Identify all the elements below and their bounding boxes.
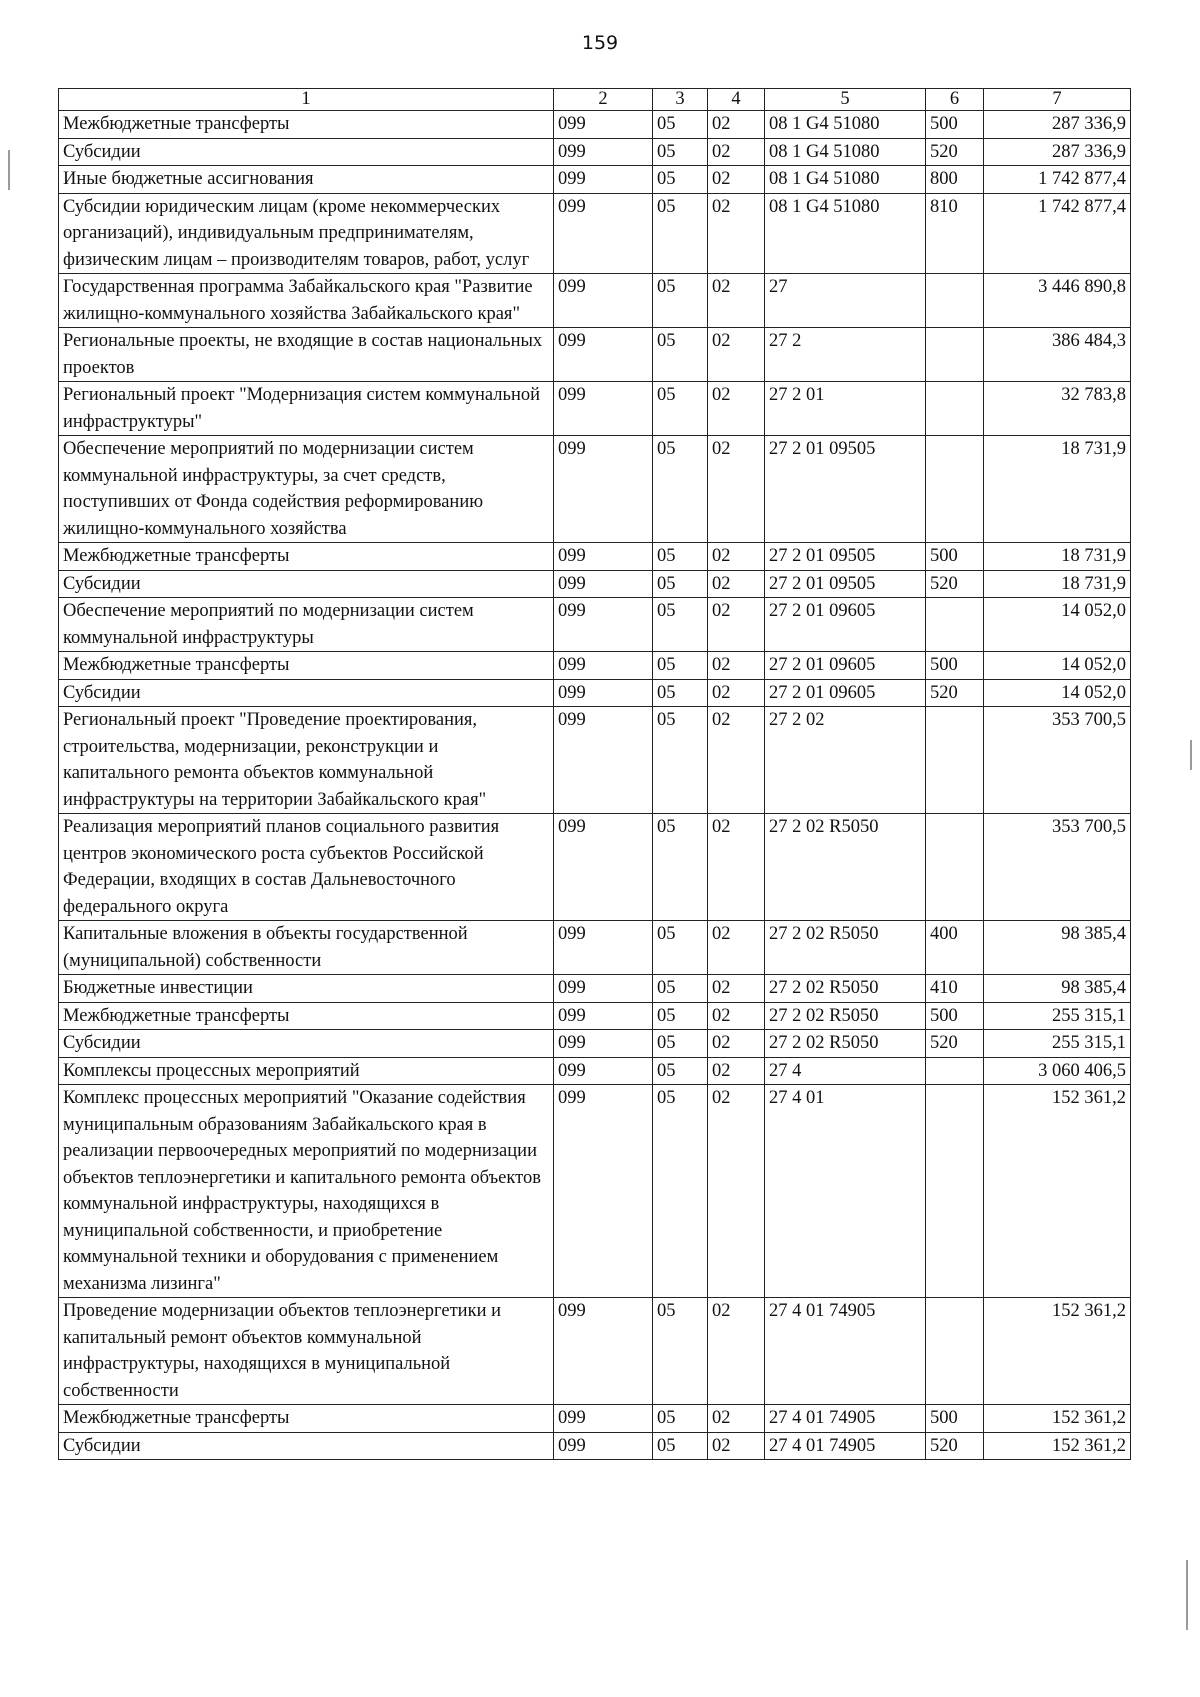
ministry-code-cell: 099 [554, 707, 653, 814]
subsection-code-cell: 02 [708, 1298, 765, 1405]
item-name-cell: Межбюджетные трансферты [59, 543, 554, 571]
target-article-cell: 27 2 01 09605 [765, 679, 926, 707]
section-code-cell: 05 [653, 598, 708, 652]
table-row [59, 436, 1131, 543]
amount-cell: 287 336,9 [984, 111, 1131, 139]
target-article-cell: 27 2 01 09505 [765, 543, 926, 571]
expense-type-cell: 800 [926, 166, 984, 194]
subsection-code-cell: 02 [708, 111, 765, 139]
ministry-code-cell: 099 [554, 193, 653, 274]
expense-type-cell [926, 1057, 984, 1085]
expense-type-cell: 500 [926, 543, 984, 571]
table-row [59, 543, 1131, 571]
header-cell: 2 [554, 89, 653, 111]
ministry-code-cell: 099 [554, 598, 653, 652]
section-code-cell: 05 [653, 111, 708, 139]
amount-cell: 14 052,0 [984, 598, 1131, 652]
section-code-cell: 05 [653, 652, 708, 680]
target-article-cell: 27 4 [765, 1057, 926, 1085]
expense-type-cell: 520 [926, 679, 984, 707]
subsection-code-cell: 02 [708, 138, 765, 166]
table-row [59, 1432, 1131, 1460]
ministry-code-cell: 099 [554, 570, 653, 598]
expense-type-cell [926, 1085, 984, 1298]
target-article-cell: 27 2 [765, 328, 926, 382]
expense-type-cell [926, 274, 984, 328]
item-name-cell: Проведение модернизации объектов теплоэнергетики и капитальный ремонт объектов коммунальной инфраструктуры, находящихся в муниципальной собственности [59, 1298, 554, 1405]
ministry-code-cell: 099 [554, 166, 653, 194]
expense-type-cell [926, 707, 984, 814]
section-code-cell: 05 [653, 1432, 708, 1460]
item-name-cell: Субсидии [59, 1432, 554, 1460]
ministry-code-cell: 099 [554, 679, 653, 707]
target-article-cell: 27 2 02 [765, 707, 926, 814]
section-code-cell: 05 [653, 707, 708, 814]
subsection-code-cell: 02 [708, 975, 765, 1003]
subsection-code-cell: 02 [708, 814, 765, 921]
amount-cell: 32 783,8 [984, 382, 1131, 436]
expense-type-cell [926, 598, 984, 652]
subsection-code-cell: 02 [708, 1405, 765, 1433]
section-code-cell: 05 [653, 1057, 708, 1085]
table-row [59, 814, 1131, 921]
target-article-cell: 27 4 01 74905 [765, 1405, 926, 1433]
table-row [59, 707, 1131, 814]
target-article-cell: 08 1 G4 51080 [765, 166, 926, 194]
amount-cell: 98 385,4 [984, 975, 1131, 1003]
amount-cell: 152 361,2 [984, 1432, 1131, 1460]
section-code-cell: 05 [653, 436, 708, 543]
expense-type-cell [926, 328, 984, 382]
table-row [59, 1030, 1131, 1058]
header-row [59, 89, 1131, 111]
scan-edge-mark [1186, 1560, 1188, 1630]
expense-type-cell: 500 [926, 1002, 984, 1030]
amount-cell: 14 052,0 [984, 679, 1131, 707]
ministry-code-cell: 099 [554, 138, 653, 166]
ministry-code-cell: 099 [554, 111, 653, 139]
table-row [59, 138, 1131, 166]
ministry-code-cell: 099 [554, 1405, 653, 1433]
ministry-code-cell: 099 [554, 436, 653, 543]
amount-cell: 98 385,4 [984, 921, 1131, 975]
table-row [59, 328, 1131, 382]
target-article-cell: 27 4 01 74905 [765, 1432, 926, 1460]
subsection-code-cell: 02 [708, 921, 765, 975]
ministry-code-cell: 099 [554, 975, 653, 1003]
ministry-code-cell: 099 [554, 652, 653, 680]
amount-cell: 3 446 890,8 [984, 274, 1131, 328]
expense-type-cell: 810 [926, 193, 984, 274]
item-name-cell: Региональный проект "Модернизация систем коммунальной инфраструктуры" [59, 382, 554, 436]
target-article-cell: 27 2 01 [765, 382, 926, 436]
amount-cell: 287 336,9 [984, 138, 1131, 166]
subsection-code-cell: 02 [708, 543, 765, 571]
item-name-cell: Государственная программа Забайкальского края "Развитие жилищно-коммунального хозяйства Забайкальского края" [59, 274, 554, 328]
amount-cell: 18 731,9 [984, 570, 1131, 598]
section-code-cell: 05 [653, 138, 708, 166]
table-row [59, 679, 1131, 707]
table-row [59, 1298, 1131, 1405]
subsection-code-cell: 02 [708, 1002, 765, 1030]
amount-cell: 14 052,0 [984, 652, 1131, 680]
item-name-cell: Субсидии [59, 1030, 554, 1058]
subsection-code-cell: 02 [708, 436, 765, 543]
subsection-code-cell: 02 [708, 707, 765, 814]
expense-type-cell: 500 [926, 652, 984, 680]
expense-type-cell: 520 [926, 570, 984, 598]
expense-type-cell: 400 [926, 921, 984, 975]
amount-cell: 152 361,2 [984, 1085, 1131, 1298]
subsection-code-cell: 02 [708, 274, 765, 328]
table-row [59, 570, 1131, 598]
item-name-cell: Межбюджетные трансферты [59, 652, 554, 680]
section-code-cell: 05 [653, 166, 708, 194]
table-row [59, 652, 1131, 680]
target-article-cell: 08 1 G4 51080 [765, 111, 926, 139]
amount-cell: 152 361,2 [984, 1405, 1131, 1433]
item-name-cell: Межбюджетные трансферты [59, 111, 554, 139]
ministry-code-cell: 099 [554, 382, 653, 436]
ministry-code-cell: 099 [554, 1085, 653, 1298]
expense-type-cell: 520 [926, 1432, 984, 1460]
table-row [59, 1057, 1131, 1085]
amount-cell: 255 315,1 [984, 1030, 1131, 1058]
ministry-code-cell: 099 [554, 1057, 653, 1085]
item-name-cell: Межбюджетные трансферты [59, 1405, 554, 1433]
subsection-code-cell: 02 [708, 166, 765, 194]
expense-type-cell: 500 [926, 111, 984, 139]
ministry-code-cell: 099 [554, 1030, 653, 1058]
ministry-code-cell: 099 [554, 274, 653, 328]
section-code-cell: 05 [653, 679, 708, 707]
subsection-code-cell: 02 [708, 598, 765, 652]
expense-type-cell [926, 814, 984, 921]
ministry-code-cell: 099 [554, 921, 653, 975]
subsection-code-cell: 02 [708, 382, 765, 436]
target-article-cell: 27 4 01 [765, 1085, 926, 1298]
target-article-cell: 27 2 02 R5050 [765, 1002, 926, 1030]
table-row [59, 598, 1131, 652]
scan-edge-mark [8, 150, 10, 190]
target-article-cell: 08 1 G4 51080 [765, 193, 926, 274]
section-code-cell: 05 [653, 1002, 708, 1030]
amount-cell: 353 700,5 [984, 707, 1131, 814]
table-row [59, 1405, 1131, 1433]
section-code-cell: 05 [653, 543, 708, 571]
ministry-code-cell: 099 [554, 1298, 653, 1405]
amount-cell: 353 700,5 [984, 814, 1131, 921]
section-code-cell: 05 [653, 975, 708, 1003]
amount-cell: 18 731,9 [984, 543, 1131, 571]
subsection-code-cell: 02 [708, 1432, 765, 1460]
item-name-cell: Иные бюджетные ассигнования [59, 166, 554, 194]
table-row [59, 1085, 1131, 1298]
item-name-cell: Комплекс процессных мероприятий "Оказание содействия муниципальным образованиям Забайкальского края в реализации первоочередных мероприятий по модернизации объектов теплоэнергетики и капитального ремонта объектов коммунальной инфраструктуры, находящихся в муниципальной собственности, и приобретение коммунальной техники и оборудования с применением механизма лизинга" [59, 1085, 554, 1298]
section-code-cell: 05 [653, 193, 708, 274]
table-row [59, 921, 1131, 975]
subsection-code-cell: 02 [708, 1085, 765, 1298]
subsection-code-cell: 02 [708, 328, 765, 382]
item-name-cell: Региональный проект "Проведение проектирования, строительства, модернизации, реконструкции и капитального ремонта объектов коммунальной инфраструктуры на территории Забайкальского края" [59, 707, 554, 814]
amount-cell: 1 742 877,4 [984, 166, 1131, 194]
table-body [59, 111, 1131, 1460]
section-code-cell: 05 [653, 814, 708, 921]
target-article-cell: 27 2 02 R5050 [765, 921, 926, 975]
subsection-code-cell: 02 [708, 679, 765, 707]
amount-cell: 18 731,9 [984, 436, 1131, 543]
section-code-cell: 05 [653, 274, 708, 328]
subsection-code-cell: 02 [708, 193, 765, 274]
table-row [59, 274, 1131, 328]
amount-cell: 1 742 877,4 [984, 193, 1131, 274]
target-article-cell: 27 [765, 274, 926, 328]
amount-cell: 386 484,3 [984, 328, 1131, 382]
expense-type-cell: 410 [926, 975, 984, 1003]
target-article-cell: 08 1 G4 51080 [765, 138, 926, 166]
section-code-cell: 05 [653, 570, 708, 598]
section-code-cell: 05 [653, 1085, 708, 1298]
table-row [59, 166, 1131, 194]
item-name-cell: Субсидии [59, 138, 554, 166]
target-article-cell: 27 2 01 09605 [765, 598, 926, 652]
header-cell: 7 [984, 89, 1131, 111]
item-name-cell: Субсидии [59, 679, 554, 707]
amount-cell: 255 315,1 [984, 1002, 1131, 1030]
section-code-cell: 05 [653, 382, 708, 436]
item-name-cell: Комплексы процессных мероприятий [59, 1057, 554, 1085]
item-name-cell: Региональные проекты, не входящие в состав национальных проектов [59, 328, 554, 382]
amount-cell: 152 361,2 [984, 1298, 1131, 1405]
ministry-code-cell: 099 [554, 543, 653, 571]
item-name-cell: Обеспечение мероприятий по модернизации систем коммунальной инфраструктуры [59, 598, 554, 652]
table-row [59, 1002, 1131, 1030]
ministry-code-cell: 099 [554, 1002, 653, 1030]
section-code-cell: 05 [653, 328, 708, 382]
subsection-code-cell: 02 [708, 1057, 765, 1085]
subsection-code-cell: 02 [708, 652, 765, 680]
item-name-cell: Субсидии [59, 570, 554, 598]
item-name-cell: Капитальные вложения в объекты государственной (муниципальной) собственности [59, 921, 554, 975]
target-article-cell: 27 2 02 R5050 [765, 975, 926, 1003]
expense-type-cell [926, 1298, 984, 1405]
expense-type-cell [926, 436, 984, 543]
table-row [59, 382, 1131, 436]
expense-type-cell: 520 [926, 138, 984, 166]
target-article-cell: 27 4 01 74905 [765, 1298, 926, 1405]
item-name-cell: Обеспечение мероприятий по модернизации систем коммунальной инфраструктуры, за счет средств, поступивших от Фонда содействия реформированию жилищно-коммунального хозяйства [59, 436, 554, 543]
target-article-cell: 27 2 02 R5050 [765, 814, 926, 921]
budget-table [58, 88, 1131, 1460]
target-article-cell: 27 2 01 09605 [765, 652, 926, 680]
section-code-cell: 05 [653, 1030, 708, 1058]
target-article-cell: 27 2 01 09505 [765, 436, 926, 543]
section-code-cell: 05 [653, 921, 708, 975]
header-cell: 3 [653, 89, 708, 111]
page-number: 159 [581, 32, 619, 54]
target-article-cell: 27 2 02 R5050 [765, 1030, 926, 1058]
item-name-cell: Межбюджетные трансферты [59, 1002, 554, 1030]
target-article-cell: 27 2 01 09505 [765, 570, 926, 598]
item-name-cell: Бюджетные инвестиции [59, 975, 554, 1003]
subsection-code-cell: 02 [708, 570, 765, 598]
table-row [59, 975, 1131, 1003]
header-cell: 1 [59, 89, 554, 111]
expense-type-cell: 500 [926, 1405, 984, 1433]
item-name-cell: Субсидии юридическим лицам (кроме некоммерческих организаций), индивидуальным предпринимателям, физическим лицам – производителям товаров, работ, услуг [59, 193, 554, 274]
scan-edge-mark [1190, 740, 1192, 770]
subsection-code-cell: 02 [708, 1030, 765, 1058]
header-cell: 6 [926, 89, 984, 111]
expense-type-cell: 520 [926, 1030, 984, 1058]
table-row [59, 193, 1131, 274]
table-row [59, 111, 1131, 139]
item-name-cell: Реализация мероприятий планов социального развития центров экономического роста субъектов Российской Федерации, входящих в состав Дальневосточного федерального округа [59, 814, 554, 921]
header-cell: 5 [765, 89, 926, 111]
section-code-cell: 05 [653, 1405, 708, 1433]
ministry-code-cell: 099 [554, 1432, 653, 1460]
ministry-code-cell: 099 [554, 328, 653, 382]
ministry-code-cell: 099 [554, 814, 653, 921]
amount-cell: 3 060 406,5 [984, 1057, 1131, 1085]
expense-type-cell [926, 382, 984, 436]
header-cell: 4 [708, 89, 765, 111]
section-code-cell: 05 [653, 1298, 708, 1405]
